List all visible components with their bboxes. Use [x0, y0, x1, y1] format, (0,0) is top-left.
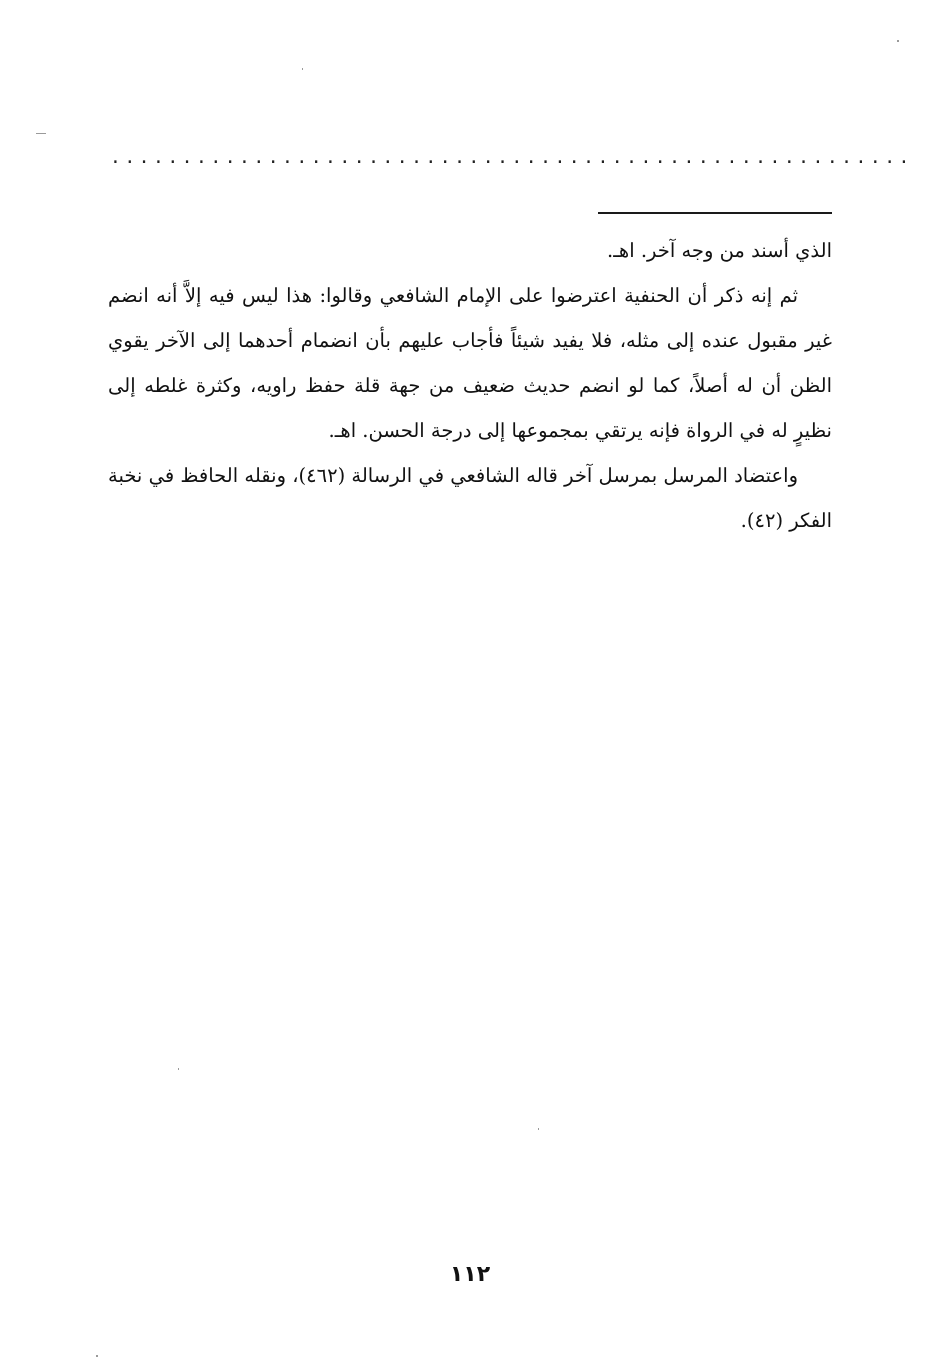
footnote-rule: [598, 212, 832, 214]
scan-speck: [96, 1355, 98, 1357]
footnote-paragraph: واعتضاد المرسل بمرسل آخر قاله الشافعي في الرسالة (٤٦٢)، ونقله الحافظ في نخبة الفكر (٤٢).: [108, 464, 832, 532]
scan-speck: [897, 40, 899, 42]
page-number: ١١٢: [449, 1262, 491, 1287]
footnote-line: الذي أسند من وجه آخر. اهـ.: [607, 239, 832, 262]
scan-speck: [538, 1128, 539, 1130]
scan-speck: [302, 68, 303, 70]
scan-speck: [178, 1068, 179, 1070]
footnote-paragraph: ثم إنه ذكر أن الحنفية اعترضوا على الإمام الشافعي وقالوا: هذا ليس فيه إلاَّ أنه انضم غير مقبول عنده إلى مثله، فلا يفيد شيئاً فأجاب عليهم بأن انضمام أحدهما إلى الآخر يقوي الظن أن له أصلاً، كما لو انضم حديث ضعيف من جهة قلة حفظ راويه، وكثرة غلطه إلى نظيرٍ له في الرواة فإنه يرتقي بمجموعها إلى درجة الحسن. اهـ.: [108, 284, 832, 442]
footnote-body: [108, 228, 832, 543]
dotted-separator: ........................................................: [110, 147, 913, 168]
scan-speck: [36, 133, 46, 134]
